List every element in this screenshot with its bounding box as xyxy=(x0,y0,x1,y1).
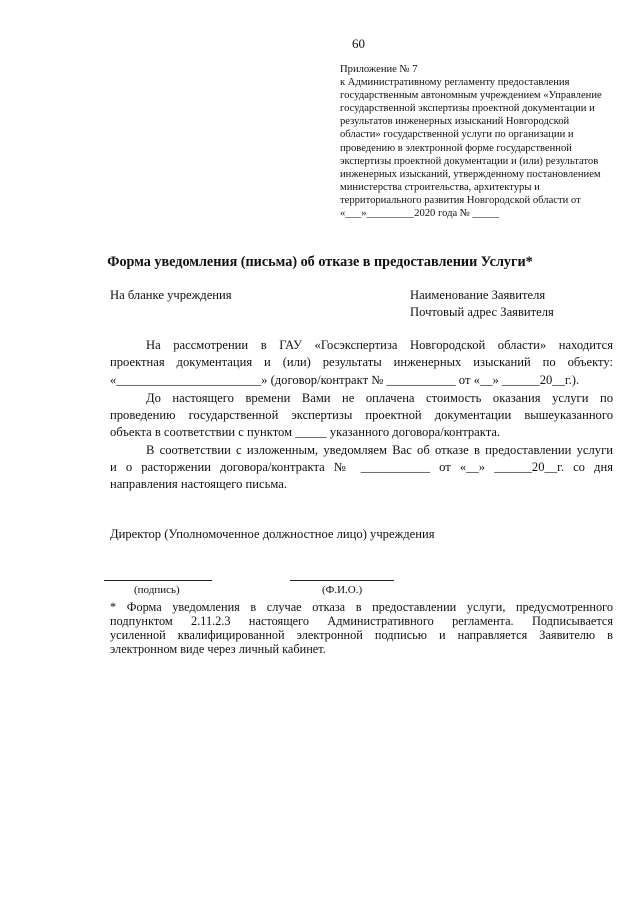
appendix-line: к Административному регламенту предоставления xyxy=(340,77,570,89)
signature-caption: (подпись) xyxy=(134,584,180,596)
signatory-title: Директор (Уполномоченное должностное лицо) учреждения xyxy=(110,527,435,541)
appendix-line: инженерных изысканий, утвержденному постановлением xyxy=(340,168,601,180)
paragraph-3-line: и о расторжении договора/контракта № ___________ от «__» ______20__г. со дня xyxy=(110,460,613,474)
applicant-name-placeholder: Наименование Заявителя xyxy=(410,288,546,302)
appendix-line: области» государственной услуги по организации и xyxy=(340,129,574,141)
paragraph-1-line: На рассмотрении в ГАУ «Госэкспертиза Новгородской области» находится xyxy=(146,338,613,352)
footnote-line: электронном виде через личный кабинет. xyxy=(110,642,326,656)
appendix-line: Приложение № 7 xyxy=(340,64,418,75)
name-caption: (Ф.И.О.) xyxy=(322,584,363,596)
paragraph-1-line: «_______________________» (договор/контракт № ___________ от «__» ______20__г.). xyxy=(110,373,580,387)
document-title: Форма уведомления (письма) об отказе в предоставлении Услуги* xyxy=(107,254,533,270)
paragraph-3-line: В соответствии с изложенным, уведомляем Вас об отказе в предоставлении услуги xyxy=(146,443,613,457)
appendix-line: результатов инженерных изысканий Новгородской xyxy=(340,116,570,128)
appendix-line: государственным автономным учреждением «Управление xyxy=(340,90,602,102)
appendix-line: государственной экспертизы проектной документации и xyxy=(340,103,595,115)
paragraph-3-line: направления настоящего письма. xyxy=(110,477,287,491)
appendix-line: экспертизы проектной документации и (или) результатов xyxy=(340,155,599,167)
appendix-note xyxy=(340,63,608,220)
footnote-line: * Форма уведомления в случае отказа в предоставлении услуги, предусмотренного xyxy=(110,600,613,614)
page-number: 60 xyxy=(352,36,365,51)
paragraph-2-line: проведению государственной экспертизы проектной документации вышеуказанного xyxy=(110,408,613,422)
paragraph-2-line: объекта в соответствии с пунктом _____ указанного договора/контракта. xyxy=(110,425,501,439)
appendix-line: «___»_________2020 года № _____ xyxy=(340,208,500,220)
paragraph-1-line: проектная документация и (или) результаты инженерных изысканий по объекту: xyxy=(110,355,613,369)
signature-line xyxy=(104,580,212,581)
paragraph-2-line: До настоящего времени Вами не оплачена стоимость оказания услуги по xyxy=(146,391,613,405)
applicant-address-placeholder: Почтовый адрес Заявителя xyxy=(410,305,554,319)
appendix-line: министерства строительства, архитектуры и xyxy=(340,181,540,193)
appendix-line: проведению в электронной форме государственной xyxy=(340,142,572,154)
footnote-line: усиленной квалифицированной электронной подписью и направляется Заявителю в xyxy=(110,628,613,642)
name-line xyxy=(290,580,394,581)
letterhead-placeholder: На бланке учреждения xyxy=(110,288,232,302)
footnote-line: подпунктом 2.11.2.3 настоящего Административного регламента. Подписывается xyxy=(110,614,613,628)
appendix-line: территориального развития Новгородской области от xyxy=(340,194,581,206)
